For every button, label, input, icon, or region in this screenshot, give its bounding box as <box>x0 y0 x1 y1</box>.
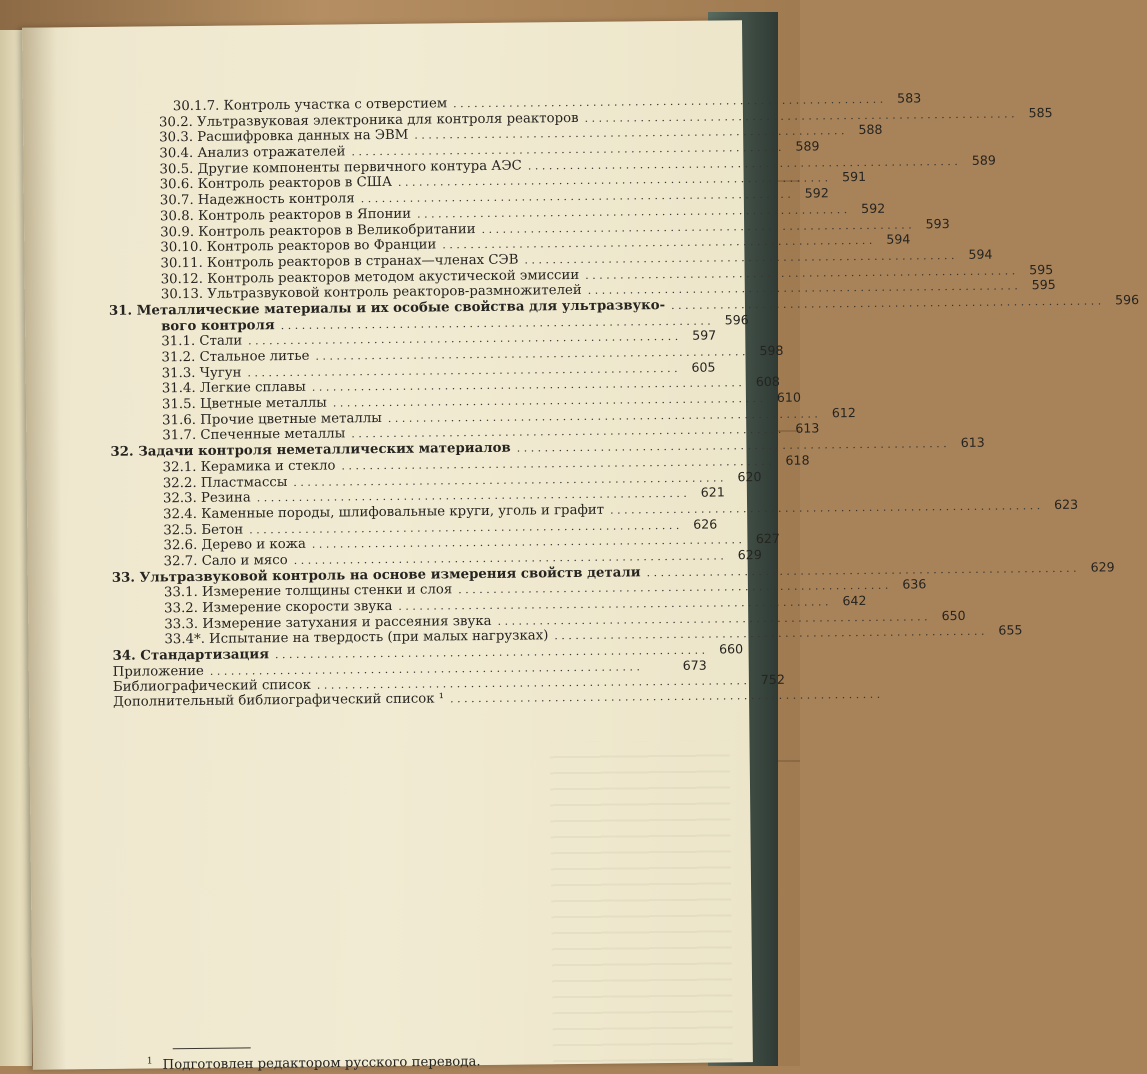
toc-entry-label: 31.3. Чугун <box>110 365 242 382</box>
toc-entry-label: 32.4. Каменные породы, шлифовальные круги, уголь и графит <box>111 503 604 524</box>
leader-dots <box>554 624 984 644</box>
table-of-contents <box>107 93 707 711</box>
toc-entry-page-number: 627 <box>746 531 780 547</box>
toc-entry-label: Приложение <box>113 664 204 681</box>
toc-entry-label: 32.6. Дерево и кожа <box>111 537 306 555</box>
toc-entry-page-number: 618 <box>775 452 809 468</box>
toc-entry-label: 30.13. Ультразвуковой контроль реакторов-размножителей <box>109 283 582 304</box>
toc-entry-label: 30.11. Контроль реакторов в странах—членах СЭВ <box>108 252 518 272</box>
toc-entry-page-number: 591 <box>832 169 866 185</box>
toc-entry-page-number: 596 <box>715 312 749 328</box>
toc-entry-label: 30.4. Анализ отражателей <box>107 144 345 162</box>
toc-entry-page-number: 588 <box>848 122 882 138</box>
footnote <box>147 1053 481 1073</box>
footnote-rule <box>173 1047 251 1049</box>
toc-entry-label: Библиографический список <box>113 678 311 696</box>
toc-entry-label: 30.10. Контроль реакторов во Франции <box>108 238 436 257</box>
toc-entry-label: 31.2. Стальное литье <box>109 349 309 367</box>
toc-entry-page-number: 650 <box>932 608 966 624</box>
toc-entry-page-number: 595 <box>1019 262 1053 278</box>
toc-entry-label: 32.1. Керамика и стекло <box>111 458 336 476</box>
toc-entry-label: 30.3. Расшифровка данных на ЭВМ <box>107 128 408 147</box>
toc-entry-page-number: 605 <box>681 359 715 375</box>
toc-entry-page-number: 596 <box>1105 292 1139 308</box>
toc-entry-label: 31.4. Легкие сплавы <box>110 380 306 398</box>
toc-entry-page-number: 585 <box>1019 105 1053 121</box>
toc-entry-page-number: 610 <box>767 390 801 406</box>
toc-entry-label: 31. Металлические материалы и их особые свойства для ультразвуко- <box>109 298 665 320</box>
footnote-mark: 1 <box>147 1056 153 1066</box>
toc-entry-page-number: 608 <box>746 374 780 390</box>
toc-entry-page-number: 626 <box>683 516 717 532</box>
toc-entry-label: 32.2. Пластмассы <box>111 475 288 493</box>
toc-entry-page-number: 589 <box>962 152 996 168</box>
toc-entry-label: Дополнительный библиографический список ¹ <box>113 692 444 711</box>
toc-entry-label: 30.5. Другие компоненты первичного контура АЭС <box>107 158 521 178</box>
toc-entry-page-number: 752 <box>751 672 785 688</box>
toc-entry-label: 32.5. Бетон <box>111 522 243 539</box>
toc-entry-page-number: 583 <box>887 90 921 106</box>
toc-entry-page-number: 613 <box>951 435 985 451</box>
toc-entry-page-number: 660 <box>709 641 743 657</box>
toc-entry-label: 31.1. Стали <box>109 334 242 351</box>
toc-entry-page-number: 589 <box>785 138 819 154</box>
toc-entry-label: 32. Задачи контроля неметаллических материалов <box>110 441 510 461</box>
toc-entry-page-number: 642 <box>832 593 866 609</box>
toc-entry-page-number: 620 <box>727 469 761 485</box>
toc-entry-label: 32.3. Резина <box>111 491 251 508</box>
toc-entry-label: 30.1.7. Контроль участка с отверстием <box>107 96 447 115</box>
toc-entry-page-number: 613 <box>785 421 819 437</box>
toc-entry-page-number: 629 <box>728 547 762 563</box>
toc-entry-page-number: 636 <box>892 577 926 593</box>
toc-entry-label: 33.3. Измерение затухания и рассеяния звука <box>112 614 491 634</box>
toc-entry-label: 32.7. Сало и мясо <box>112 553 288 571</box>
toc-entry-label: 33.1. Измерение толщины стенки и слоя <box>112 583 452 602</box>
toc-entry-page-number: 592 <box>851 201 885 217</box>
toc-entry-label: 31.6. Прочие цветные металлы <box>110 411 382 430</box>
toc-entry-label: 33.2. Измерение скорости звука <box>112 599 392 618</box>
book-page <box>22 20 753 1069</box>
toc-entry-page-number: 655 <box>988 623 1022 639</box>
toc-entry-label: 30.7. Надежность контроля <box>108 191 355 209</box>
toc-entry-label: 34. Стандартизация <box>113 647 270 664</box>
toc-entry-label: 33.4*. Испытание на твердость (при малых нагрузках) <box>112 629 548 649</box>
toc-entry-label: 30.9. Контроль реакторов в Великобритании <box>108 222 476 242</box>
toc-entry-page-number: 592 <box>795 185 829 201</box>
toc-entry-page-number: 597 <box>682 328 716 344</box>
toc-entry-page-number: 594 <box>958 246 992 262</box>
toc-entry-page-number: 593 <box>916 216 950 232</box>
toc-entry-label: 31.5. Цветные металлы <box>110 396 327 414</box>
toc-entry-page-number: 621 <box>691 485 725 501</box>
toc-entry-page-number: 594 <box>876 232 910 248</box>
toc-entry-label: 31.7. Спеченные металлы <box>110 427 345 445</box>
toc-entry-label: 30.12. Контроль реакторов методом акустической эмиссии <box>109 268 580 289</box>
toc-entry-page-number: 598 <box>749 343 783 359</box>
leader-dots <box>450 687 880 707</box>
toc-entry-label: 30.2. Ультразвуковая электроника для контроля реакторов <box>107 111 579 132</box>
toc-entry-label: 30.6. Контроль реакторов в США <box>108 175 393 194</box>
toc-entry-label: вого контроля <box>109 318 275 335</box>
footnote-text: Подготовлен редактором русского перевода. <box>163 1054 481 1072</box>
toc-entry-page-number: 595 <box>1022 277 1056 293</box>
leader-dots <box>610 498 1040 518</box>
toc-entry-page-number: 629 <box>1081 559 1115 575</box>
toc-entry-page-number: 612 <box>822 405 856 421</box>
toc-entry-label: 33. Ультразвуковой контроль на основе измерения свойств детали <box>112 565 641 586</box>
toc-entry-page-number: 673 <box>673 657 707 673</box>
toc-entry-page-number: 623 <box>1044 497 1078 513</box>
leader-dots <box>671 293 1101 313</box>
toc-entry-label: 30.8. Контроль реакторов в Японии <box>108 207 411 226</box>
show-through-text <box>550 740 733 1062</box>
